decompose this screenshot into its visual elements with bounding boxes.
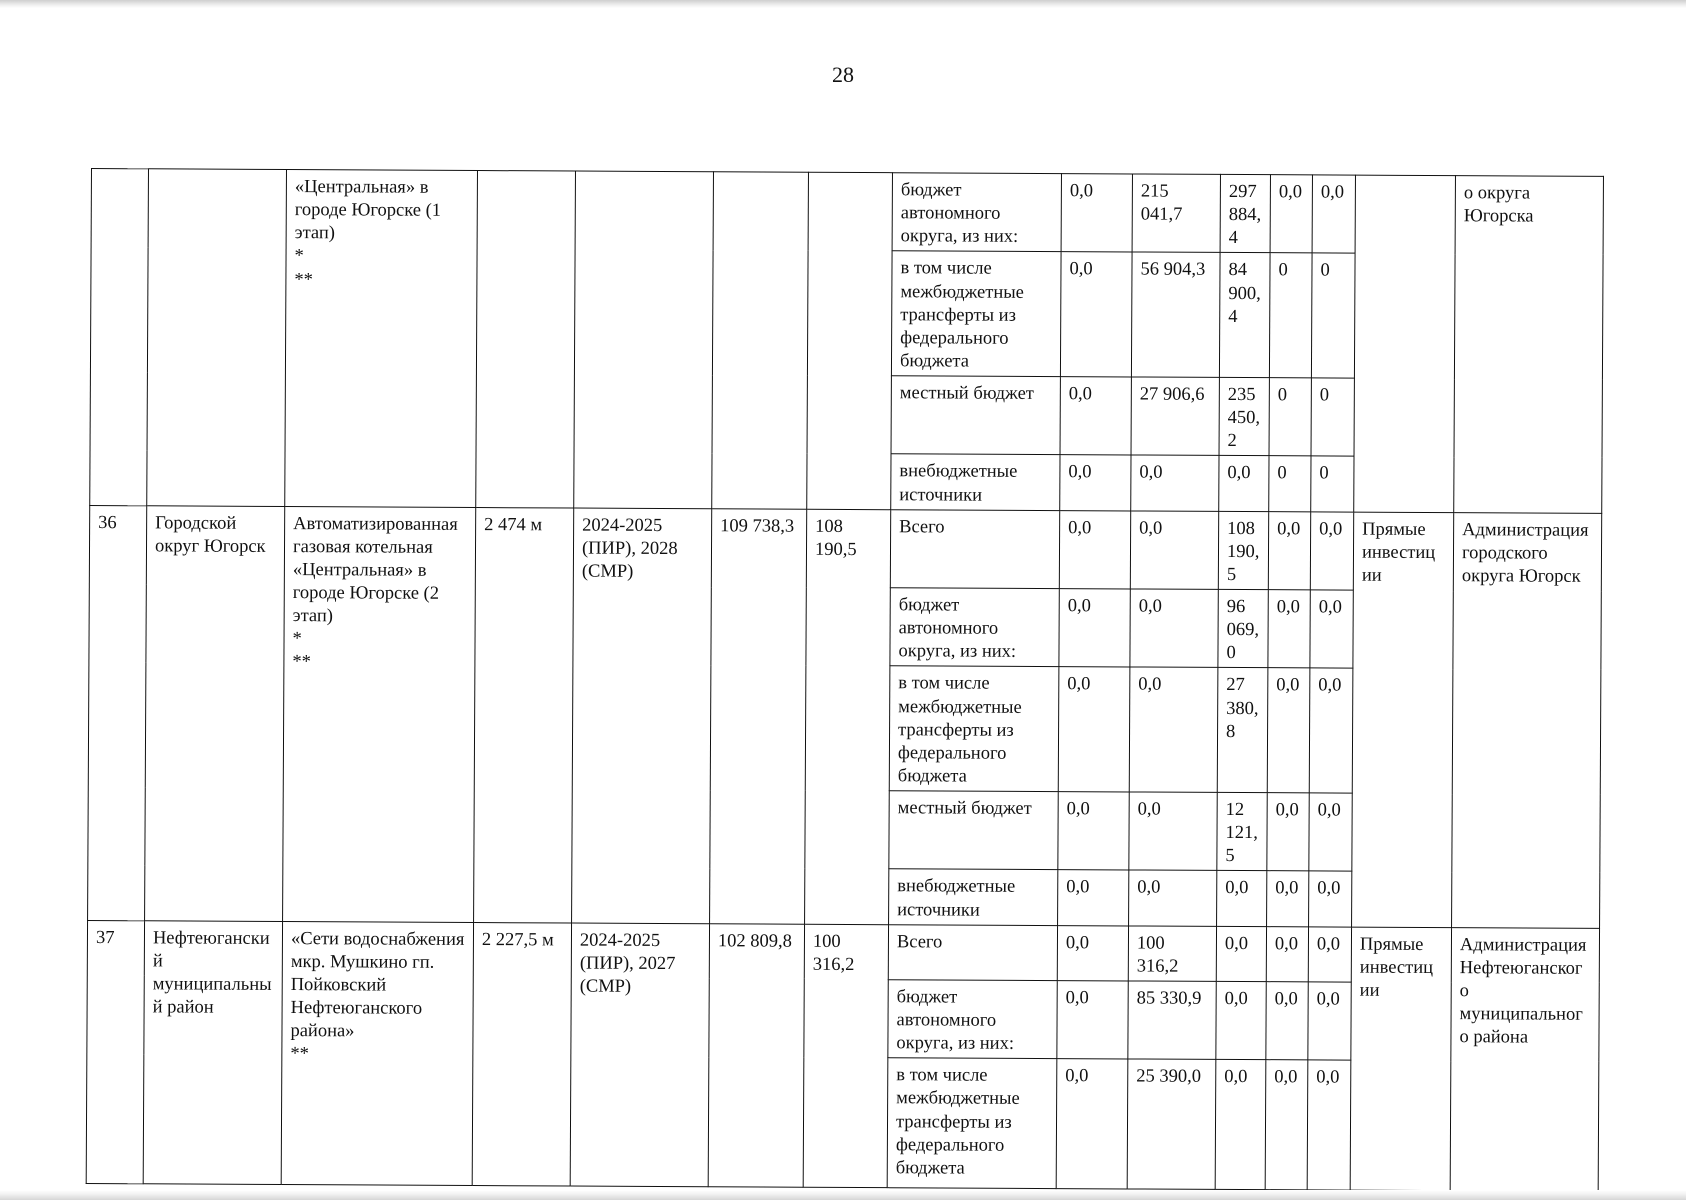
value-cell: 0,0 [1266, 926, 1308, 981]
cost-cell [712, 172, 809, 509]
value-cell: 0,0 [1057, 980, 1128, 1059]
value-cell: 0,0 [1267, 871, 1309, 926]
value-cell: 0,0 [1129, 792, 1217, 871]
source-cell: в том числе межбюджетные трансферты из федерального бюджета [889, 666, 1059, 792]
value-cell: 0 [1311, 378, 1354, 457]
value-cell: 0,0 [1130, 511, 1218, 590]
investment-form-cell: Прямые инвестиции [1350, 927, 1451, 1191]
object-name: Автоматизированная газовая котельная «Центральная» в городе Югорске (2 этап) [292, 513, 458, 627]
capacity-cell [476, 171, 576, 508]
value-cell: 0,0 [1217, 871, 1267, 927]
value-cell: 0,0 [1312, 175, 1355, 254]
value-cell: 108 190,5 [1218, 511, 1268, 590]
object-cell [281, 921, 473, 1186]
value-cell: 0,0 [1310, 590, 1353, 669]
row-number-cell: 37 [86, 920, 144, 1184]
value-cell: 0,0 [1309, 668, 1353, 793]
source-cell: бюджет автономного округа, из них: [892, 173, 1061, 252]
value-cell: 25 390,0 [1127, 1059, 1216, 1189]
value-cell: 0,0 [1130, 589, 1218, 668]
object-name: «Сети водоснабжения мкр. Мушкино гп. Пойковский Нефтеюганского района» [290, 928, 465, 1042]
municipality-cell: Городской округ Югорск [145, 505, 285, 921]
remaining-cost-cell [807, 172, 893, 509]
table-row [89, 505, 1601, 591]
footnote-mark: ** [294, 269, 313, 290]
value-cell: 0,0 [1131, 455, 1219, 511]
footnote-mark: ** [290, 1044, 309, 1065]
source-cell: внебюджетные источники [891, 454, 1060, 510]
customer-cell: Администрация Нефтеюганского муниципального района [1450, 927, 1599, 1191]
value-cell: 0,0 [1215, 1060, 1266, 1190]
capacity-cell: 2 474 м [474, 507, 574, 923]
value-cell: 0 [1269, 456, 1311, 511]
table-row [91, 169, 1603, 255]
value-cell: 0,0 [1309, 793, 1352, 872]
period-cell [574, 171, 714, 508]
value-cell: 297 884,4 [1220, 174, 1270, 253]
investment-form-cell: Прямые инвестиции [1352, 512, 1454, 928]
value-cell: 0,0 [1056, 1059, 1128, 1189]
value-cell: 0,0 [1058, 792, 1129, 871]
value-cell: 0,0 [1059, 510, 1130, 589]
value-cell: 0 [1269, 253, 1312, 378]
source-cell: бюджет автономного округа, из них: [888, 980, 1057, 1059]
source-cell: внебюджетные источники [889, 869, 1058, 925]
value-cell: 0,0 [1219, 456, 1269, 512]
value-cell: 0,0 [1061, 174, 1132, 253]
value-cell: 0,0 [1129, 870, 1217, 926]
investment-form-cell [1354, 175, 1456, 512]
object-cell [283, 506, 476, 922]
value-cell: 85 330,9 [1128, 981, 1216, 1060]
value-cell: 0 [1269, 378, 1311, 457]
value-cell: 0,0 [1270, 175, 1312, 254]
customer-cell: о округа Югорска [1454, 176, 1604, 513]
value-cell: 0,0 [1268, 511, 1310, 590]
remaining-cost-cell: 108 190,5 [805, 509, 891, 924]
value-cell: 0,0 [1267, 793, 1309, 872]
table-row [87, 920, 1599, 983]
source-cell: Всего [888, 924, 1057, 980]
value-cell: 0,0 [1060, 455, 1131, 511]
value-cell: 0,0 [1266, 982, 1308, 1061]
value-cell: 0,0 [1060, 377, 1131, 456]
value-cell: 84 900,4 [1219, 253, 1270, 378]
capacity-cell: 2 227,5 м [472, 922, 571, 1186]
footnote-mark: * [292, 629, 302, 650]
value-cell: 0 [1311, 253, 1355, 378]
municipality-cell: Нефтеюганский муниципальный район [143, 920, 282, 1184]
footnote-mark: ** [292, 652, 311, 673]
value-cell: 12 121,5 [1217, 792, 1267, 871]
value-cell: 0,0 [1058, 870, 1129, 926]
value-cell: 56 904,3 [1131, 252, 1220, 377]
value-cell: 0,0 [1267, 668, 1310, 793]
value-cell: 27 380,8 [1217, 668, 1268, 793]
value-cell: 0,0 [1268, 590, 1310, 669]
value-cell: 0,0 [1265, 1060, 1308, 1190]
source-cell: в том числе межбюджетные трансферты из федерального бюджета [891, 251, 1061, 377]
page-number: 28 [832, 62, 854, 87]
value-cell: 0,0 [1057, 925, 1128, 981]
period-cell: 2024-2025 (ПИР), 2027 (СМР) [570, 923, 709, 1187]
object-cell [285, 170, 478, 508]
source-cell: Всего [890, 509, 1059, 588]
source-cell: местный бюджет [891, 376, 1060, 455]
value-cell: 0,0 [1216, 981, 1266, 1060]
value-cell: 0,0 [1309, 871, 1352, 926]
period-cell: 2024-2025 (ПИР), 2028 (СМР) [572, 508, 712, 924]
value-cell: 0,0 [1060, 252, 1132, 377]
municipality-cell [147, 169, 287, 506]
object-name: «Центральная» в городе Югорске (1 этап) [294, 177, 442, 244]
value-cell: 0,0 [1308, 927, 1351, 982]
remaining-cost-cell: 100 316,2 [803, 924, 888, 1188]
cost-cell: 109 738,3 [710, 508, 807, 923]
value-cell: 0,0 [1059, 589, 1130, 668]
value-cell: 0,0 [1307, 1060, 1351, 1190]
scan-edge-top [0, 0, 1686, 8]
value-cell: 235 450,2 [1219, 377, 1269, 456]
value-cell: 0,0 [1058, 667, 1130, 792]
value-cell: 0 [1311, 456, 1354, 511]
value-cell: 0,0 [1310, 512, 1353, 591]
value-cell: 100 316,2 [1128, 926, 1216, 982]
scan-edge-bottom [0, 1190, 1686, 1200]
value-cell: 27 906,6 [1131, 377, 1219, 456]
value-cell: 0,0 [1216, 926, 1266, 982]
row-number-cell [90, 169, 149, 506]
value-cell: 0,0 [1129, 667, 1218, 792]
investment-table [86, 168, 1604, 1192]
footnote-mark: * [294, 246, 304, 267]
source-cell: бюджет автономного округа, из них: [890, 588, 1059, 667]
value-cell: 96 069,0 [1218, 589, 1268, 668]
source-cell: местный бюджет [889, 791, 1058, 870]
value-cell: 0,0 [1308, 982, 1351, 1061]
source-cell: в том числе межбюджетные трансферты из федерального бюджета [887, 1058, 1057, 1189]
row-number-cell: 36 [88, 505, 147, 920]
value-cell: 215 041,7 [1132, 174, 1220, 253]
cost-cell: 102 809,8 [708, 923, 804, 1187]
customer-cell: Администрация городского округа Югорск [1452, 512, 1602, 928]
